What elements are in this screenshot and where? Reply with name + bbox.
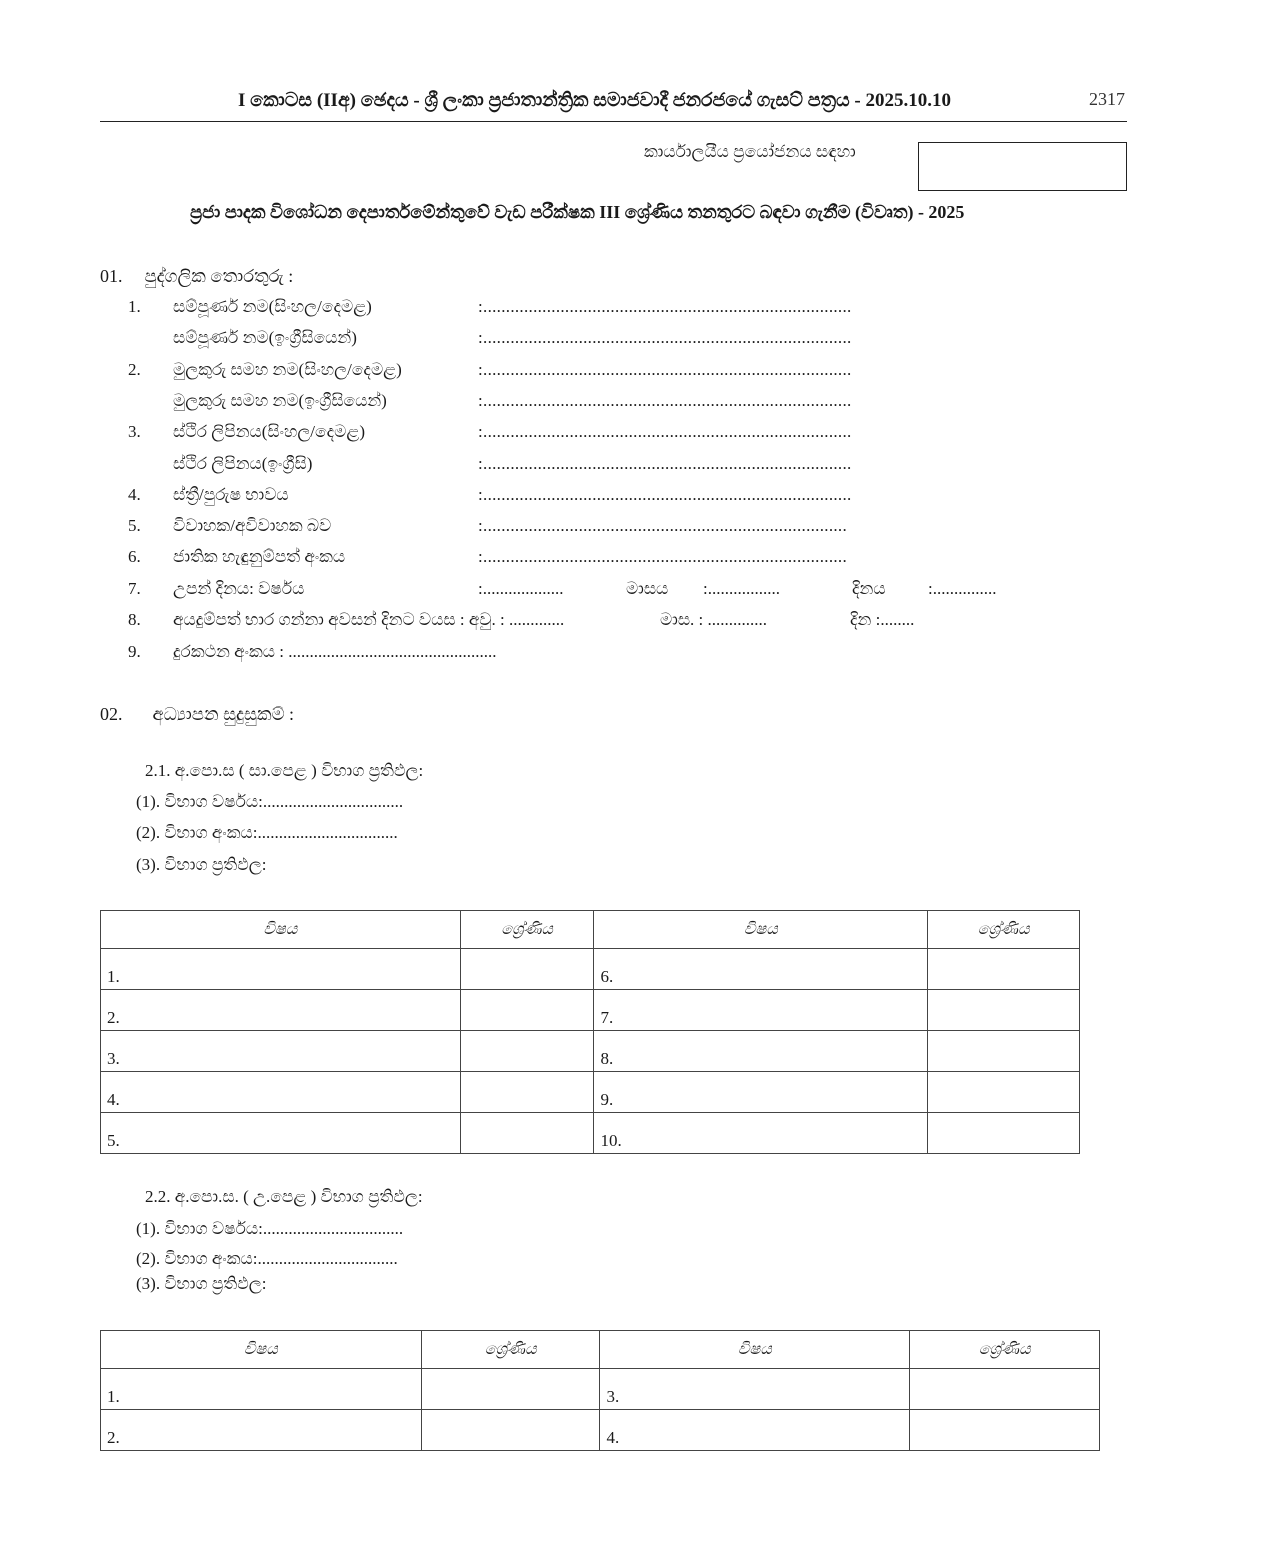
section-personal-info-heading — [100, 266, 293, 287]
row-number: 8. — [128, 610, 141, 629]
section-number: 02. — [100, 704, 123, 724]
subject-cell[interactable]: 4. — [101, 1072, 461, 1113]
field-label: ස්ත්‍රී/පුරුෂ භාවය — [173, 485, 289, 504]
ol-exam-year-field[interactable]: (1). විභාග වර්ෂය:................................. — [136, 792, 404, 811]
section-education-heading — [100, 704, 294, 725]
subject-cell[interactable]: 8. — [594, 1031, 928, 1072]
grade-cell[interactable] — [928, 1031, 1080, 1072]
fill-in-field[interactable]: :................................................................................. — [478, 485, 852, 504]
al-exam-index-field[interactable]: (2). විභාග අංකය:................................. — [136, 1249, 398, 1268]
grade-cell[interactable] — [910, 1369, 1100, 1410]
subject-cell[interactable]: 3. — [101, 1031, 461, 1072]
al-exam-year-field[interactable]: (1). විභාග වර්ෂය:................................. — [136, 1219, 404, 1238]
field-label: මුලකුරු සමහ නම(ඉංග්‍රීසියෙන්) — [173, 391, 387, 410]
fill-in-field[interactable]: :................................................................................ — [478, 516, 848, 535]
column-header-subject: විෂය — [101, 1331, 422, 1369]
grade-cell[interactable] — [460, 1031, 594, 1072]
fill-in-field[interactable]: :................................................................................. — [478, 422, 852, 441]
personal-info-row — [128, 516, 1078, 540]
al-exam-results-label: (3). විභාග ප්‍රතිඵල: — [136, 1274, 267, 1293]
section-number: 01. — [100, 266, 123, 286]
table-row — [101, 1072, 1080, 1113]
fill-in-field[interactable]: :................................................................................. — [478, 391, 852, 410]
fill-in-field[interactable]: :................................................................................. — [478, 454, 852, 473]
column-header-grade: ශ්‍රේණිය — [928, 911, 1080, 949]
age-years-field[interactable]: අයදුම්පත් භාර ගන්නා අවසන් දිනට වයස : අවු. : ............. — [173, 610, 565, 629]
subject-cell[interactable]: 9. — [594, 1072, 928, 1113]
subject-cell[interactable]: 3. — [600, 1369, 910, 1410]
subject-cell[interactable]: 6. — [594, 949, 928, 990]
phone-field[interactable]: දුරකථන අංකය : ................................................. — [173, 642, 497, 661]
grade-cell[interactable] — [460, 949, 594, 990]
age-months-field[interactable]: මාස. : .............. — [660, 610, 768, 629]
grade-cell[interactable] — [460, 1072, 594, 1113]
office-use-box[interactable] — [918, 142, 1127, 191]
table-row — [101, 1410, 1100, 1451]
birth-year-field[interactable]: :................... — [478, 579, 564, 598]
subject-cell[interactable]: 7. — [594, 990, 928, 1031]
page-number: 2317 — [1089, 89, 1125, 109]
personal-info-row — [128, 454, 1078, 478]
field-label: සම්පූර්ණ නම(ඉංග්‍රීසියෙන්) — [173, 328, 357, 347]
personal-info-row — [128, 391, 1078, 415]
subject-cell[interactable]: 5. — [101, 1113, 461, 1154]
table-header-row — [101, 911, 1080, 949]
personal-info-row — [128, 422, 1078, 446]
column-header-grade: ශ්‍රේණිය — [460, 911, 594, 949]
personal-info-row — [128, 297, 1078, 321]
fill-in-field[interactable]: :................................................................................. — [478, 328, 852, 347]
column-header-grade: ශ්‍රේණිය — [910, 1331, 1100, 1369]
subject-cell[interactable]: 1. — [101, 949, 461, 990]
subject-cell[interactable]: 4. — [600, 1410, 910, 1451]
row-number: 5. — [128, 516, 141, 535]
grade-cell[interactable] — [421, 1410, 600, 1451]
field-label: විවාහක/අවිවාහක බව — [173, 516, 332, 535]
office-use-label: කාර්යාලයීය ප්‍රයෝජනය සඳහා — [644, 142, 856, 161]
grade-cell[interactable] — [928, 990, 1080, 1031]
field-label: ජාතික හැඳුනුම්පත් අංකය — [173, 547, 346, 566]
column-header-subject: විෂය — [600, 1331, 910, 1369]
birth-day-label: දිනය — [852, 579, 886, 598]
grade-cell[interactable] — [928, 1072, 1080, 1113]
column-header-subject: විෂය — [101, 911, 461, 949]
section-title: පුද්ගලික තොරතුරු : — [144, 266, 294, 286]
al-results-heading: 2.2. අ.පො.ස. ( උ.පෙළ ) විභාග ප්‍රතිඵල: — [145, 1187, 423, 1206]
subject-cell[interactable]: 2. — [101, 1410, 422, 1451]
field-label: සම්පූර්ණ නම(සිංහල/දෙමළ) — [173, 297, 372, 316]
personal-info-row — [128, 547, 1078, 571]
grade-cell[interactable] — [460, 990, 594, 1031]
subject-cell[interactable]: 1. — [101, 1369, 422, 1410]
table-row — [101, 990, 1080, 1031]
grade-cell[interactable] — [421, 1369, 600, 1410]
header-divider — [100, 121, 1127, 122]
table-row — [101, 949, 1080, 990]
birth-date-row — [128, 579, 1078, 603]
row-number: 7. — [128, 579, 141, 598]
row-number: 9. — [128, 642, 141, 661]
fill-in-field[interactable]: :................................................................................. — [478, 297, 852, 316]
fill-in-field[interactable]: :................................................................................. — [478, 360, 852, 379]
row-number: 4. — [128, 485, 141, 504]
age-row — [128, 610, 1078, 634]
field-label: ස්ථිර ලිපිනය(සිංහල/දෙමළ) — [173, 422, 366, 441]
field-label: ස්ථිර ලිපිනය(ඉංග්‍රීසි) — [173, 454, 313, 473]
form-title: ප්‍රජා පාදක විශෝධන දෙපාර්තමේන්තුවේ වැඩ පරීක්ෂක III ශ්‍රේණිය තනතුරට බඳවා ගැනීම (විවෘත) - 2025 — [190, 202, 965, 222]
grade-cell[interactable] — [928, 949, 1080, 990]
birth-date-label: උපන් දිනය: වර්ෂය — [173, 579, 305, 598]
grade-cell[interactable] — [910, 1410, 1100, 1451]
ol-exam-results-label: (3). විභාග ප්‍රතිඵල: — [136, 855, 267, 874]
row-number: 1. — [128, 297, 141, 316]
personal-info-row — [128, 485, 1078, 509]
row-number: 3. — [128, 422, 141, 441]
grade-cell[interactable] — [460, 1113, 594, 1154]
personal-info-row — [128, 328, 1078, 352]
table-row — [101, 1031, 1080, 1072]
age-days-field[interactable]: දින :........ — [850, 610, 915, 629]
ol-results-heading: 2.1. අ.පො.ස ( සා.පෙළ ) විභාග ප්‍රතිඵල: — [145, 761, 424, 780]
birth-month-label: මාසය — [626, 579, 669, 598]
personal-info-row — [128, 360, 1078, 384]
birth-month-field[interactable]: :................. — [703, 579, 780, 598]
table-row — [101, 1113, 1080, 1154]
ol-results-table — [100, 910, 1080, 1154]
column-header-subject: විෂය — [594, 911, 928, 949]
column-header-grade: ශ්‍රේණිය — [421, 1331, 600, 1369]
subject-cell[interactable]: 10. — [594, 1113, 928, 1154]
al-results-table — [100, 1330, 1100, 1451]
subject-cell[interactable]: 2. — [101, 990, 461, 1031]
field-label: මුලකුරු සමහ නම(සිංහල/දෙමළ) — [173, 360, 402, 379]
phone-row — [128, 642, 1078, 666]
birth-day-field[interactable]: :............... — [928, 579, 997, 598]
ol-exam-index-field[interactable]: (2). විභාග අංකය:................................. — [136, 823, 398, 842]
table-header-row — [101, 1331, 1100, 1369]
grade-cell[interactable] — [928, 1113, 1080, 1154]
section-title: අධ්‍යාපන සුදුසුකම් : — [152, 704, 295, 724]
row-number: 6. — [128, 547, 141, 566]
table-row — [101, 1369, 1100, 1410]
gazette-header-title: I කොටස (IIඅ) ඡෙදය - ශ්‍රී ලංකා ප්‍රජාතාන්ත්‍රික සමාජවාදී ජනරජයේ ගැසට් පත්‍රය - 2025.10.10 — [238, 90, 951, 111]
fill-in-field[interactable]: :................................................................................ — [478, 547, 848, 566]
row-number: 2. — [128, 360, 141, 379]
